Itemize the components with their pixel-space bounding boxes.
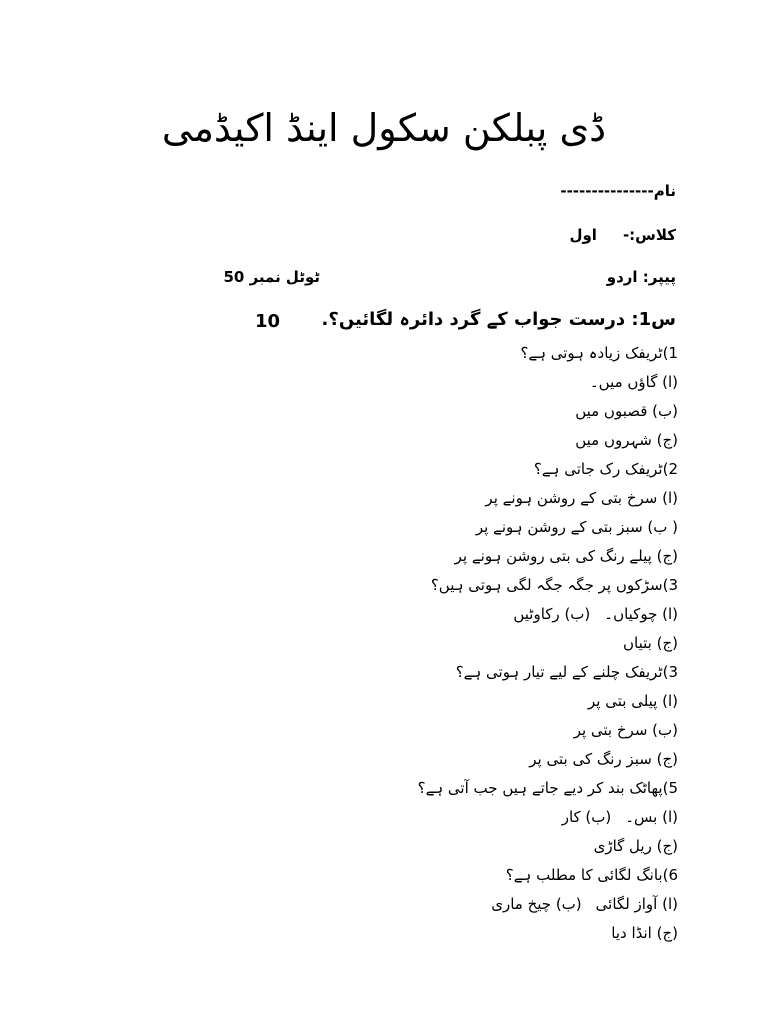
answer-option: ( ب) سبز بتی کے روشن ہونے پر xyxy=(475,518,678,536)
answer-option: (ج) بتیاں xyxy=(623,634,678,652)
question-item: 5)پھاٹک بند کر دیے جاتے ہیں جب آتی ہے؟ xyxy=(417,779,678,797)
answer-option: (ب) چیخ ماری xyxy=(491,895,582,913)
total-marks: ٹوٹل نمبر 50 xyxy=(223,268,320,286)
question-item: 3)سڑکوں پر جگہ جگہ لگی ہوتی ہیں؟ xyxy=(430,576,678,594)
answer-option-row xyxy=(258,890,678,919)
page-title: ڈی پبلکن سکول اینڈ اکیڈمی xyxy=(161,106,607,150)
answer-option: (ا) چوکیاں۔ xyxy=(604,605,678,623)
question-heading: س1: درست جواب کے گرد دائرہ لگائیں؟. xyxy=(321,309,676,330)
answer-option: (ج) ریل گاڑی xyxy=(593,837,678,855)
question-item: 1)ٹریفک زیادہ ہوتی ہے؟ xyxy=(520,344,678,362)
class-label: کلاس:- xyxy=(622,226,676,244)
answer-option: (ب) سرخ بتی پر xyxy=(573,721,678,739)
answer-option: (ج) انڈا دیا xyxy=(611,924,678,942)
answer-option: (ب) قصبوں میں xyxy=(575,402,678,420)
question-item: 6)بانگ لگائی کا مطلب ہے؟ xyxy=(505,866,678,884)
question-list xyxy=(258,339,678,948)
class-line xyxy=(569,226,676,244)
answer-option: (ب) رکاوٹیں xyxy=(513,605,591,623)
answer-option: (ج) سبز رنگ کی بتی پر xyxy=(529,750,678,768)
answer-option: (ب) کار xyxy=(561,808,612,826)
answer-option: (ا) گاؤں میں۔ xyxy=(589,373,678,391)
question-marks: 10 xyxy=(255,311,281,332)
answer-option: (ا) پیلی بتی پر xyxy=(588,692,678,710)
name-field-label: نام--------------- xyxy=(560,182,676,200)
answer-option-row xyxy=(258,803,678,832)
answer-option: (ج) پیلے رنگ کی بتی روشن ہونے پر xyxy=(454,547,678,565)
question-item: 3)ٹریفک چلنے کے لیے تیار ہوتی ہے؟ xyxy=(455,663,678,681)
answer-option: (ا) آواز لگائی xyxy=(595,895,678,913)
question-item: 2)ٹریفک رک جاتی ہے؟ xyxy=(533,460,678,478)
class-value: اول xyxy=(569,226,597,244)
answer-option-row xyxy=(258,600,678,629)
answer-option: (ج) شہروں میں xyxy=(575,431,678,449)
paper-label: پیپر: اردو xyxy=(606,268,676,286)
answer-option: (ا) بس۔ xyxy=(625,808,678,826)
answer-option: (ا) سرخ بتی کے روشن ہونے پر xyxy=(485,489,678,507)
